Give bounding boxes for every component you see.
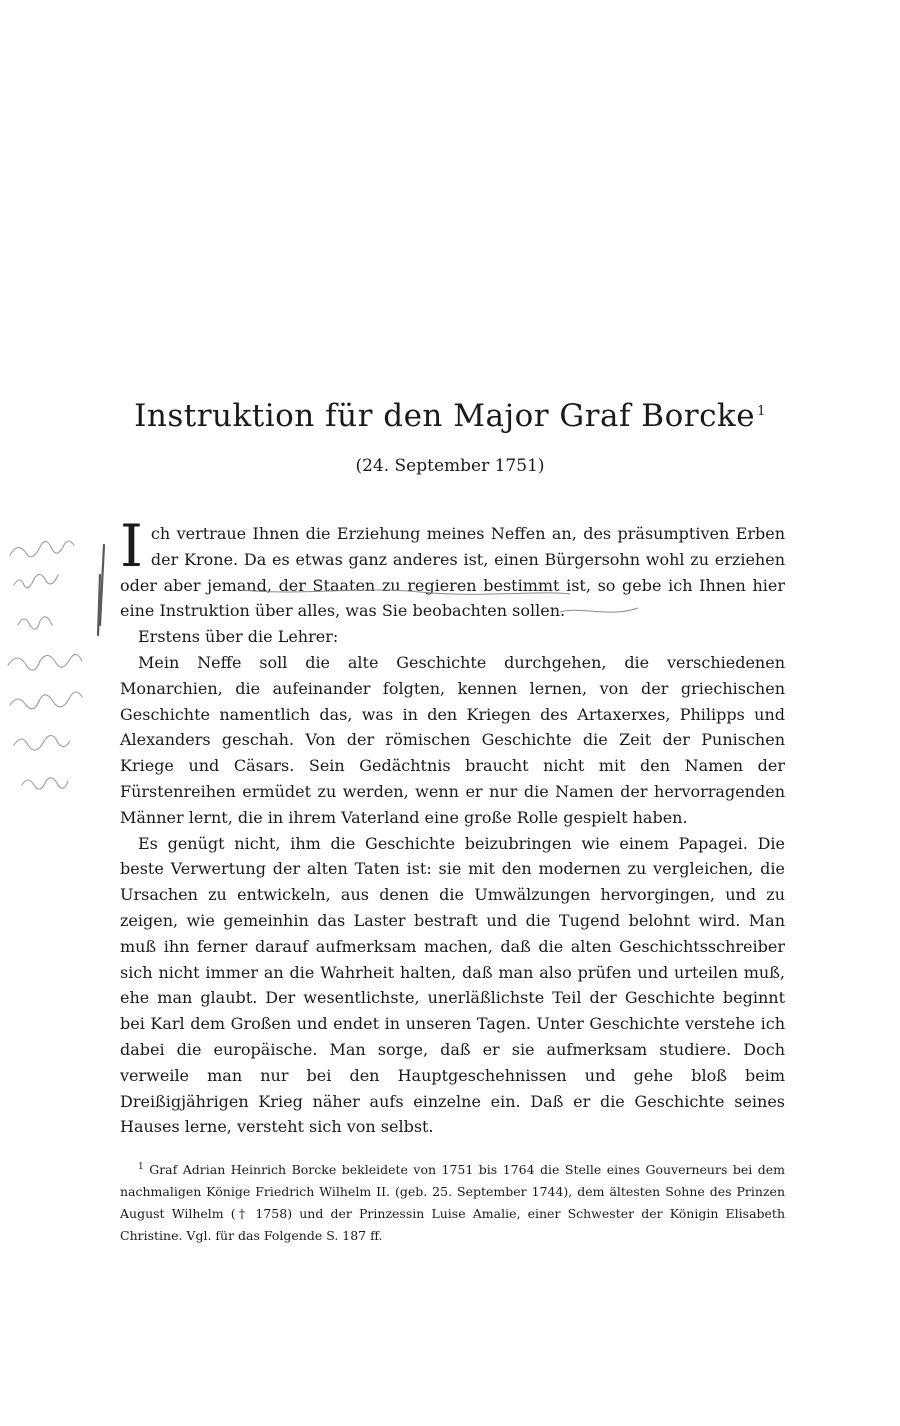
footnote-text: Graf Adrian Heinrich Borcke bekleidete von 1751 bis 1764 die Stelle eines Gouverneurs bei dem nachmaligen Könige Friedrich Wilhelm II. (geb. 25. September 1744), dem ältesten Sohne des Prinzen August Wilhelm († 1758) und der Prinzessin Luise Amalie, einer Schwester der Königin Elisabeth Christine. Vgl. für das Folgende S. 187 ff. [120,1162,785,1244]
document-title [100,398,800,434]
title-text: Instruktion für den Major Graf Borcke [134,398,756,434]
pencil-underline-drawing [240,582,660,622]
paragraph-2: Erstens über die Lehrer: [138,627,339,647]
footnote-marker: 1 [138,1162,144,1172]
paragraph-4: Es genügt nicht, ihm die Geschichte beizubringen wie einem Papagei. Die beste Verwertung der alten Taten ist: sie mit den modernen zu vergleichen, die Ursachen zu entwickeln, aus denen die Umwälzungen hervorgingen, und zu zeigen, wie gemeinhin das Laster bestraft und die Tugend belohnt wird. Man muß ihn ferner darauf aufmerksam machen, daß die alten Geschichtsschreiber sich nicht immer an die Wahrheit halten, daß man also prüfen und urteilen muß, ehe man glaubt. Der wesentlichste, unerläßlichste Teil der Geschichte beginnt bei Karl dem Großen und endet in unseren Tagen. Unter Geschichte verstehe ich dabei die europäische. Man sorge, daß er sie aufmerksam studiere. Doch verweile man nur bei den Hauptgeschehnissen und gehe bloß beim Dreißigjährigen Krieg näher aufs einzelne ein. Daß er die Geschichte seines Hauses lerne, versteht sich von selbst. [120,833,785,1137]
paragraph-3: Mein Neffe soll die alte Geschichte durchgehen, die verschiedenen Monarchien, die aufeinander folgten, kennen lernen, von der griechischen Geschichte namentlich das, was in den Kriegen des Artaxerxes, Philipps und Alexanders geschah. Von der römischen Geschichte die Zeit der Punischen Kriege und Cäsars. Sein Gedächtnis braucht nicht mit den Namen der Fürstenreihen ermüdet zu werden, wenn er nur die Namen der hervorragenden Männer lernt, die in ihrem Vaterland eine große Rolle gespielt haben. [120,652,785,827]
handwritten-margin-notes [0,515,120,815]
title-footnote-ref: 1 [757,403,766,419]
pencil-annotation-drawing [0,515,120,815]
drop-cap: I [120,512,143,580]
footnote-paragraph [120,1156,785,1247]
pencil-underline [240,582,660,626]
document-date: (24. September 1751) [355,456,545,476]
footnote [120,1156,785,1247]
paragraph-1-text: ch vertraue Ihnen die Erziehung meines Neffen an, des präsumptiven Erben der Krone. Da es etwas ganz anderes ist, einen Bürgersohn wohl zu erziehen oder aber jemand, der Staaten zu regieren bestimmt ist, so gebe ich Ihnen hier eine Instruktion über alles, was Sie beobachten sollen. [120,524,785,621]
